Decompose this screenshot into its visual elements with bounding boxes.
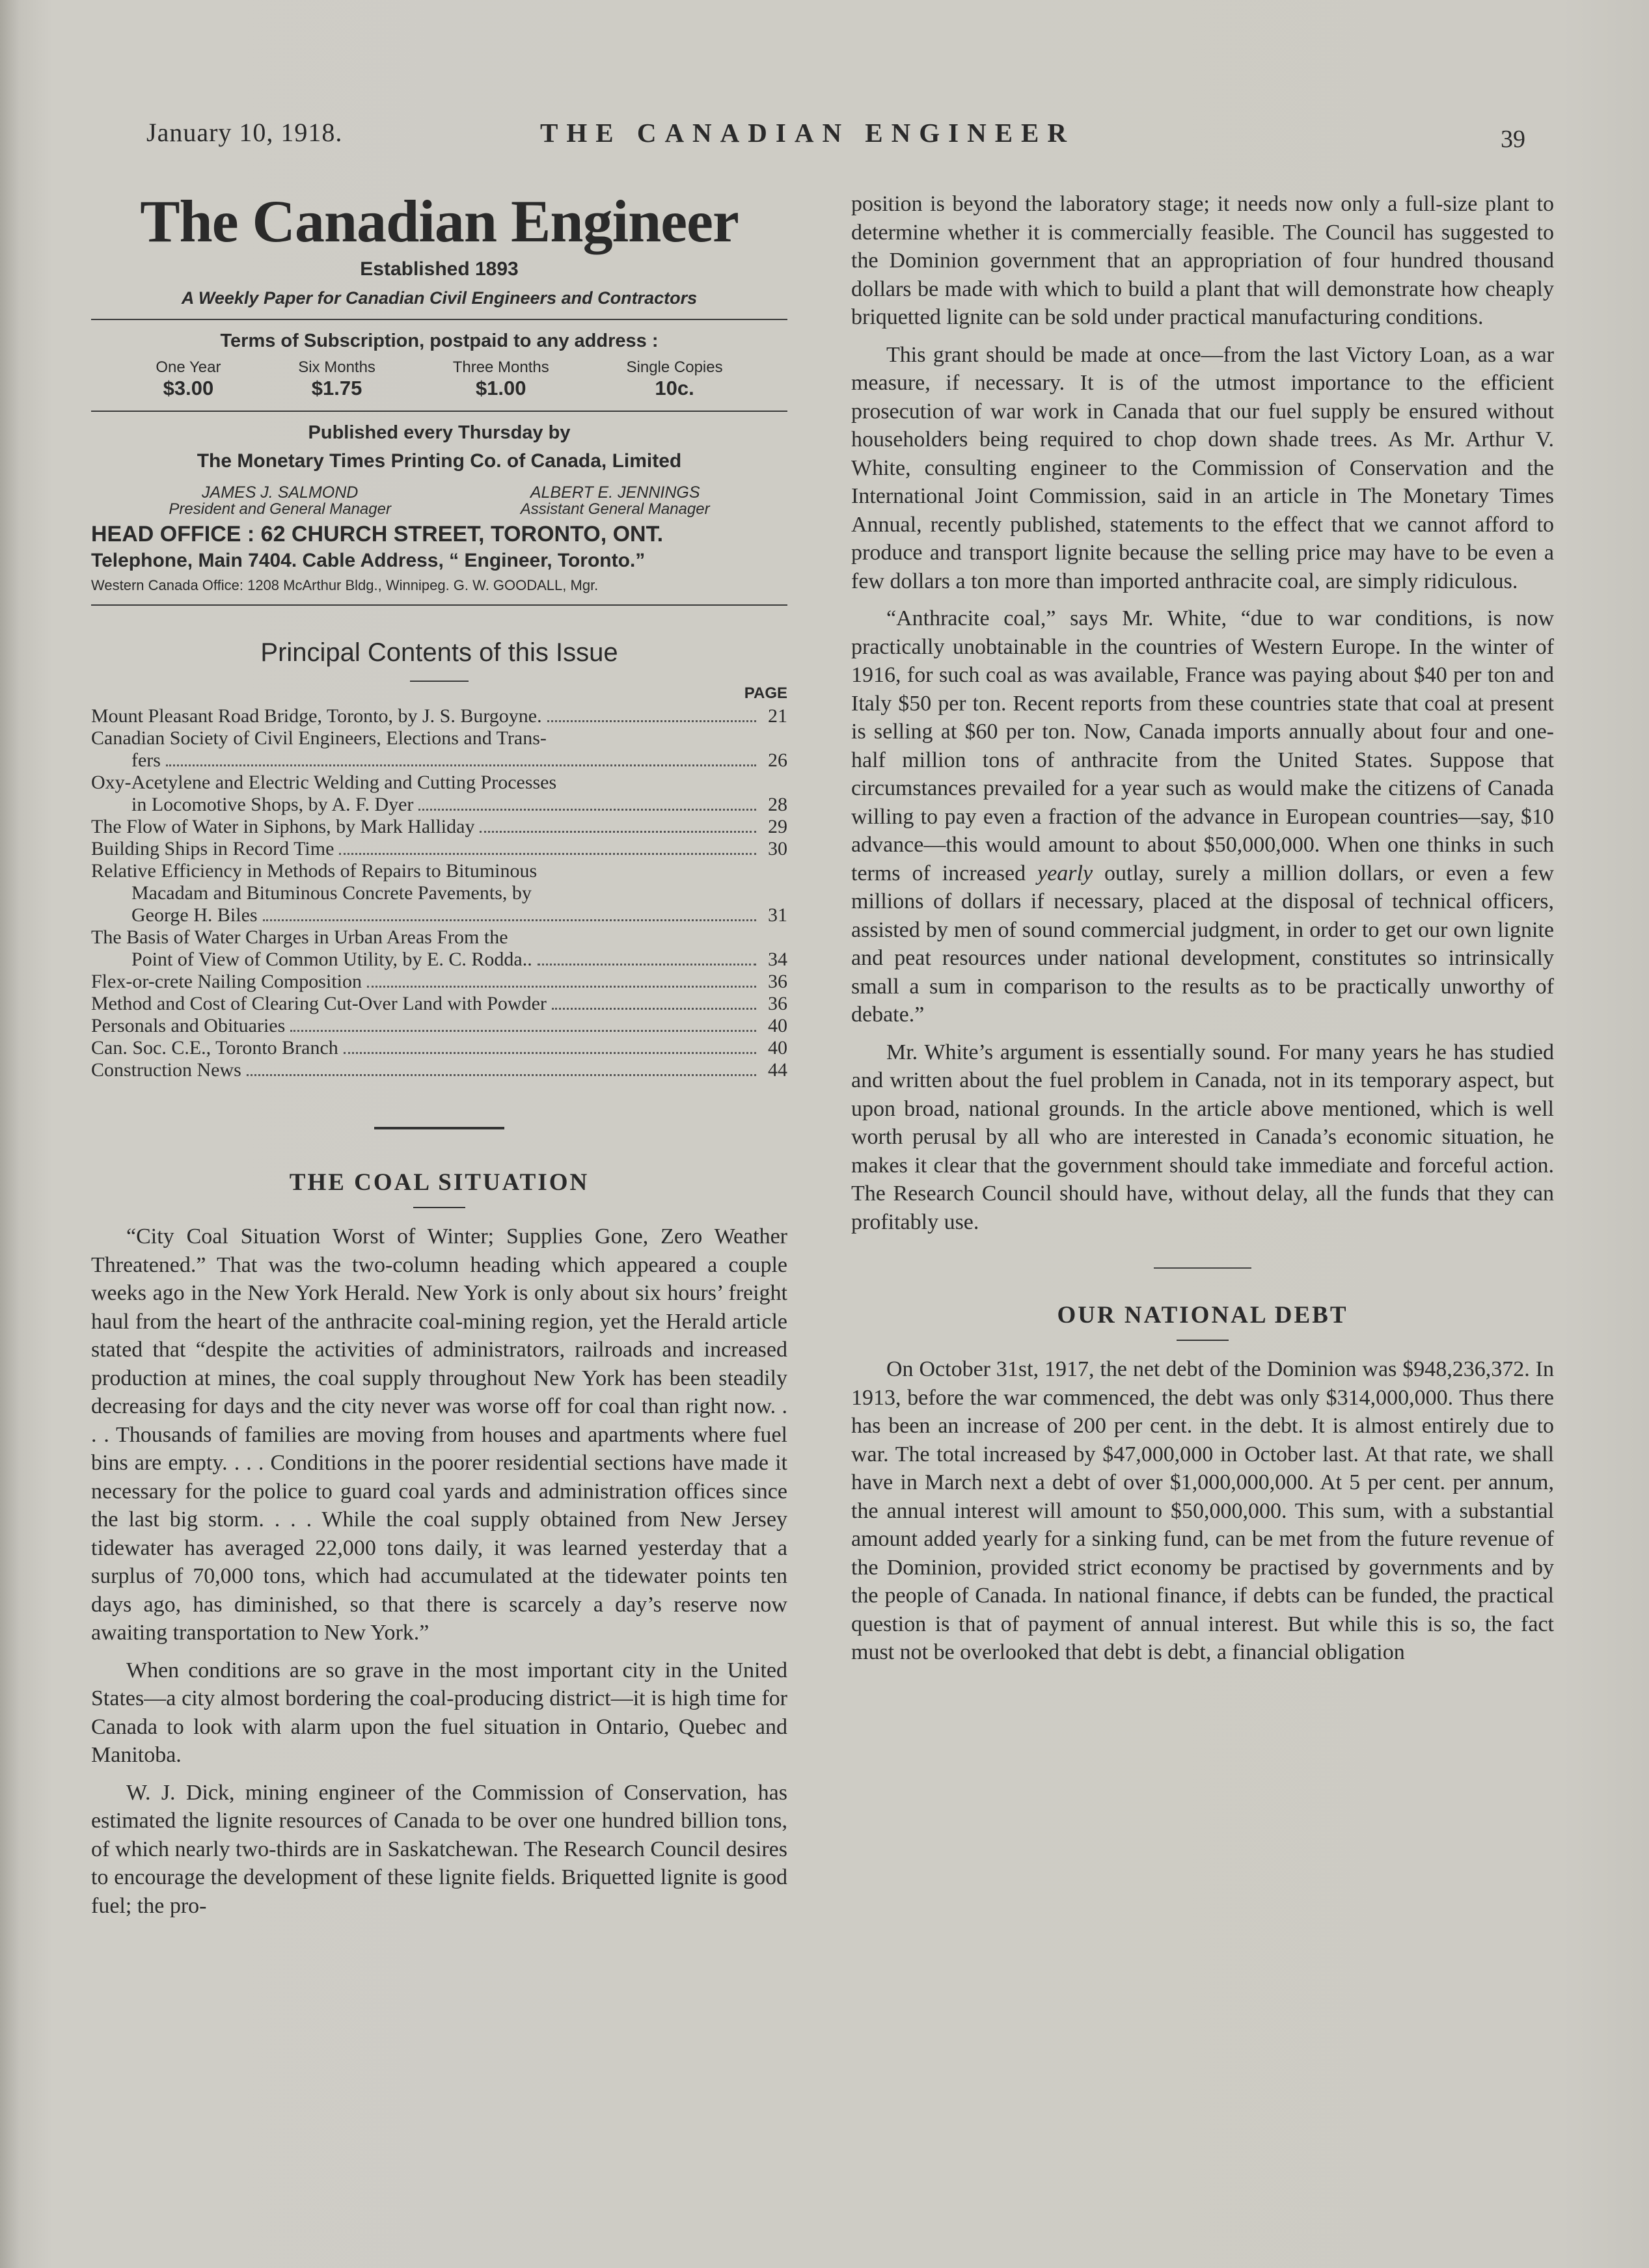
- leader-dots: [367, 986, 756, 988]
- leader-dots: [480, 831, 756, 833]
- toc-line: [91, 1015, 787, 1037]
- paragraph: This grant should be made at once—from the last Victory Loan, as a war measure, if necessary. It is of the utmost importance to the efficient prosecution of war work in Canada that our fuel supply be ensured without householders being required to chop down shade trees. As Mr. Arthur V. White, consulting engineer to the Commission of Conservation and the International Joint Commission, said in an article in The Monetary Times Annual, recently published, statements to the effect that we cannot afford to produce and transport lignite because the selling price may have to be even a few dollars a ton more than imported anthracite coal, are simply ridiculous.: [851, 342, 1554, 593]
- term-price: $1.75: [311, 377, 362, 399]
- leader-dots: [339, 853, 756, 855]
- toc-line: [91, 882, 787, 904]
- divider: [1177, 1340, 1229, 1341]
- toc-text: The Flow of Water in Siphons, by Mark Halliday: [91, 816, 475, 837]
- officer-president: [169, 484, 391, 518]
- toc-entry: [91, 860, 787, 926]
- contents-title: Principal Contents of this Issue: [260, 638, 618, 667]
- masthead-title: The Canadian Engineer: [140, 188, 739, 254]
- page-number: 39: [1501, 126, 1525, 153]
- leader-dots: [166, 764, 756, 766]
- toc-line: [91, 971, 787, 993]
- leader-dots: [290, 1030, 756, 1032]
- toc-page-number: 28: [768, 794, 787, 815]
- toc-line: [91, 727, 787, 749]
- toc-entry: [91, 772, 787, 816]
- toc-page-number: 29: [768, 816, 787, 837]
- toc-line: [91, 1037, 787, 1059]
- paragraph: Mr. White’s argument is essentially sound. For many years he has studied and written about the fuel problem in Canada, not in its temporary aspect, but upon broad, national grounds. In the article above mentioned, which is well worth perusal by all who are interested in Canada’s economic situation, he makes it clear that the government should take immediate and forceful action. The Research Council should have, without delay, all the funds that they can profitably use.: [851, 1040, 1554, 1234]
- toc-text: Can. Soc. C.E., Toronto Branch: [91, 1037, 338, 1059]
- officers: [91, 484, 787, 518]
- toc-line: [91, 860, 787, 882]
- paragraph: “City Coal Situation Worst of Winter; Supplies Gone, Zero Weather Threatened.” That was the two-column heading which appeared a couple weeks ago in the New York Herald. New York is only about six hours’ freight haul from the heart of the anthracite coal-mining region, yet the Herald article stated that “despite the activities of administrators, railroads and increased production at mines, the coal supply throughout New York has been steadily decreasing for days and the city never was worse off for coal than right now. . . . Thousands of families are moving from houses and apartments where fuel bins are empty. . . . Conditions in the poorer residential sections have made it necessary for the police to guard coal yards and administration offices since the last big storm. . . . While the coal supply obtained from New Jersey tidewater has averaged 22,000 tons daily, it was learned yesterday that a surplus of 70,000 tons, which had accumulated at the tidewater points ten days ago, has diminished, so that there is scarcely a day’s reserve now awaiting transportation to New York.”: [91, 1224, 787, 1645]
- leader-dots: [263, 919, 756, 921]
- officer-title: President and General Manager: [169, 500, 391, 518]
- toc-line: [91, 1059, 787, 1081]
- officer-title: Assistant General Manager: [520, 500, 710, 518]
- toc-entry: [91, 993, 787, 1015]
- running-head: [146, 117, 1551, 163]
- emphasis: yearly: [1037, 861, 1093, 885]
- toc-line: [91, 993, 787, 1015]
- toc-entry: [91, 971, 787, 993]
- journal-running-title: THE CANADIAN ENGINEER: [540, 118, 1076, 148]
- leader-dots: [344, 1052, 756, 1054]
- toc-line: [91, 772, 787, 794]
- table-of-contents: [91, 705, 787, 1081]
- toc-text: Canadian Society of Civil Engineers, Elections and Trans-: [91, 727, 547, 749]
- toc-text: Point of View of Common Utility, by E. C. Rodda..: [131, 949, 532, 970]
- toc-text: Building Ships in Record Time: [91, 838, 334, 859]
- leader-dots: [418, 809, 756, 811]
- toc-entry: [91, 926, 787, 971]
- officer-name: ALBERT E. JENNINGS: [530, 483, 700, 502]
- toc-line: [91, 816, 787, 838]
- published-line: Published every Thursday by: [308, 422, 571, 443]
- text-run: outlay, surely a million dollars, or even a few millions of dollars if necessary, placed at the disposal of technical officers, assisted by men of sound commercial judgment, in order to get our own lignite and peat resources under national development, constitutes so intrinsically small a sum in comparison to the results as to be practically unworthy of debate.”: [851, 861, 1554, 1027]
- toc-page-number: 40: [768, 1015, 787, 1036]
- right-column: [851, 190, 1554, 1667]
- toc-entry: [91, 816, 787, 838]
- paragraph: On October 31st, 1917, the net debt of the Dominion was $948,236,372. In 1913, before the war commenced, the debt was only $314,000,000. Thus there has been an increase of 200 per cent. in the debt. It is almost entirely due to war. The total increased by $47,000,000 in October last. At that rate, we shall have in March next a debt of over $1,000,000,000. At 5 per cent. per annum, the annual interest will amount to $50,000,000. This sum, with a substantial amount added yearly for a sinking fund, can be met from the future revenue of the Dominion, provided strict economy be practised by governments and by the people of Canada. In national finance, if debts can be funded, the practical question is that of payment of annual interest. But while this is so, the fact must not be overlooked that debt is debt, a financial obligation: [851, 1357, 1554, 1664]
- toc-page-number: 34: [768, 949, 787, 970]
- toc-text: Flex-or-crete Nailing Composition: [91, 971, 362, 992]
- toc-entry: [91, 705, 787, 727]
- toc-entry: [91, 838, 787, 860]
- toc-text: fers: [131, 749, 161, 771]
- term-six-months: [298, 358, 375, 400]
- toc-line: [91, 794, 787, 816]
- leader-dots: [538, 964, 756, 965]
- toc-page-number: 40: [768, 1037, 787, 1059]
- term-price: $3.00: [163, 377, 214, 399]
- divider: [91, 604, 787, 606]
- toc-line: [91, 926, 787, 949]
- established-line: Established 1893: [360, 258, 519, 280]
- masthead: [91, 185, 787, 606]
- masthead-subtitle: A Weekly Paper for Canadian Civil Engineers and Contractors: [181, 288, 698, 308]
- term-label: Three Months: [452, 358, 549, 376]
- term-single-copies: [627, 358, 723, 400]
- divider: [410, 681, 469, 682]
- term-three-months: [453, 358, 549, 400]
- toc-entry: [91, 1037, 787, 1059]
- section-separator: [374, 1127, 504, 1129]
- toc-page-number: 36: [768, 993, 787, 1014]
- toc-text: George H. Biles: [131, 904, 258, 926]
- left-column: [91, 185, 787, 1920]
- leader-dots: [552, 1008, 756, 1010]
- toc-text: Relative Efficiency in Methods of Repairs to Bituminous: [91, 860, 538, 882]
- toc-page-number: 44: [768, 1059, 787, 1081]
- term-label: One Year: [156, 358, 221, 376]
- toc-text: Personals and Obituaries: [91, 1015, 286, 1036]
- toc-text: Method and Cost of Clearing Cut-Over Land with Powder: [91, 993, 547, 1014]
- toc-page-number: 31: [768, 904, 787, 926]
- term-one-year: [156, 358, 221, 400]
- toc-page-number: 26: [768, 749, 787, 771]
- divider: [91, 411, 787, 412]
- toc-line: [91, 949, 787, 971]
- term-label: Six Months: [298, 358, 375, 376]
- western-office: Western Canada Office: 1208 McArthur Bldg., Winnipeg. G. W. GOODALL, Mgr.: [91, 577, 599, 593]
- officer-name: JAMES J. SALMOND: [202, 483, 359, 502]
- divider: [413, 1207, 465, 1208]
- subscription-terms-title: Terms of Subscription, postpaid to any address :: [220, 331, 659, 351]
- paragraph: When conditions are so grave in the most important city in the United States—a city almost bordering the coal-producing district—it is high time for Canada to look with alarm upon the fuel situation in Ontario, Quebec and Manitoba.: [91, 1658, 787, 1767]
- divider: [91, 319, 787, 320]
- issue-date: January 10, 1918.: [146, 118, 343, 147]
- toc-text: Construction News: [91, 1059, 241, 1081]
- toc-entry: [91, 727, 787, 772]
- toc-entry: [91, 1015, 787, 1037]
- coal-section-title: THE COAL SITUATION: [289, 1169, 590, 1196]
- text-run: “Anthracite coal,” says Mr. White, “due to war conditions, is now practically unobtainable in the countries of Western Europe. In the winter of 1916, for such coal as was available, France was paying about $40 per ton and Italy $50 per ton. Recent reports from these countries state that coal at present is selling at $60 per ton. Now, Canada imports annually about four and one-half million tons of anthracite from the United States. Suppose that circumstances prevailed for a year such as would make the citizens of Canada willing to pay even a fraction of the advance in European countries—say, $10 advance—this would amount to about $50,000,000. When one thinks in such terms of increased: [851, 606, 1554, 885]
- leader-dots: [247, 1074, 756, 1076]
- paragraph: W. J. Dick, mining engineer of the Commission of Conservation, has estimated the lignite resources of Canada to be over one hundred billion tons, of which nearly two-thirds are in Saskatchewan. The Research Council desires to encourage the development of these lignite fields. Briquetted lignite is good fuel; the pro-: [91, 1780, 787, 1918]
- paragraph: [851, 604, 1554, 1029]
- toc-entry: [91, 1059, 787, 1081]
- toc-text: Mount Pleasant Road Bridge, Toronto, by J. S. Burgoyne.: [91, 705, 542, 727]
- toc-line: [91, 749, 787, 772]
- section-separator: [1154, 1267, 1251, 1269]
- contents-page-label: PAGE: [744, 684, 787, 702]
- term-price: 10c.: [655, 377, 694, 399]
- head-office: HEAD OFFICE : 62 CHURCH STREET, TORONTO, ONT.: [91, 522, 664, 547]
- toc-page-number: 21: [768, 705, 787, 727]
- subscription-terms: [91, 358, 787, 400]
- paragraph: position is beyond the laboratory stage; it needs now only a full-size plant to determine whether it is commercially feasible. The Council has suggested to the Dominion government that an appropriation of four hundred thousand dollars be made with which to build a plant that will demonstrate how cheaply briquetted lignite can be sold under practical manufacturing conditions.: [851, 192, 1554, 329]
- toc-page-number: 36: [768, 971, 787, 992]
- publisher-name: The Monetary Times Printing Co. of Canada, Limited: [197, 450, 682, 472]
- officer-assistant: [521, 484, 710, 518]
- toc-line: [91, 838, 787, 860]
- toc-text: Oxy-Acetylene and Electric Welding and Cutting Processes: [91, 772, 557, 793]
- toc-text: in Locomotive Shops, by A. F. Dyer: [131, 794, 414, 815]
- toc-line: [91, 705, 787, 727]
- toc-line: [91, 904, 787, 926]
- toc-text: Macadam and Bituminous Concrete Pavements, by: [131, 882, 532, 904]
- term-price: $1.00: [475, 377, 526, 399]
- leader-dots: [547, 720, 756, 722]
- telephone-line: Telephone, Main 7404. Cable Address, “ Engineer, Toronto.”: [91, 550, 646, 571]
- toc-text: The Basis of Water Charges in Urban Areas From the: [91, 926, 508, 948]
- toc-page-number: 30: [768, 838, 787, 859]
- debt-section-title: OUR NATIONAL DEBT: [1057, 1302, 1348, 1329]
- term-label: Single Copies: [626, 358, 723, 376]
